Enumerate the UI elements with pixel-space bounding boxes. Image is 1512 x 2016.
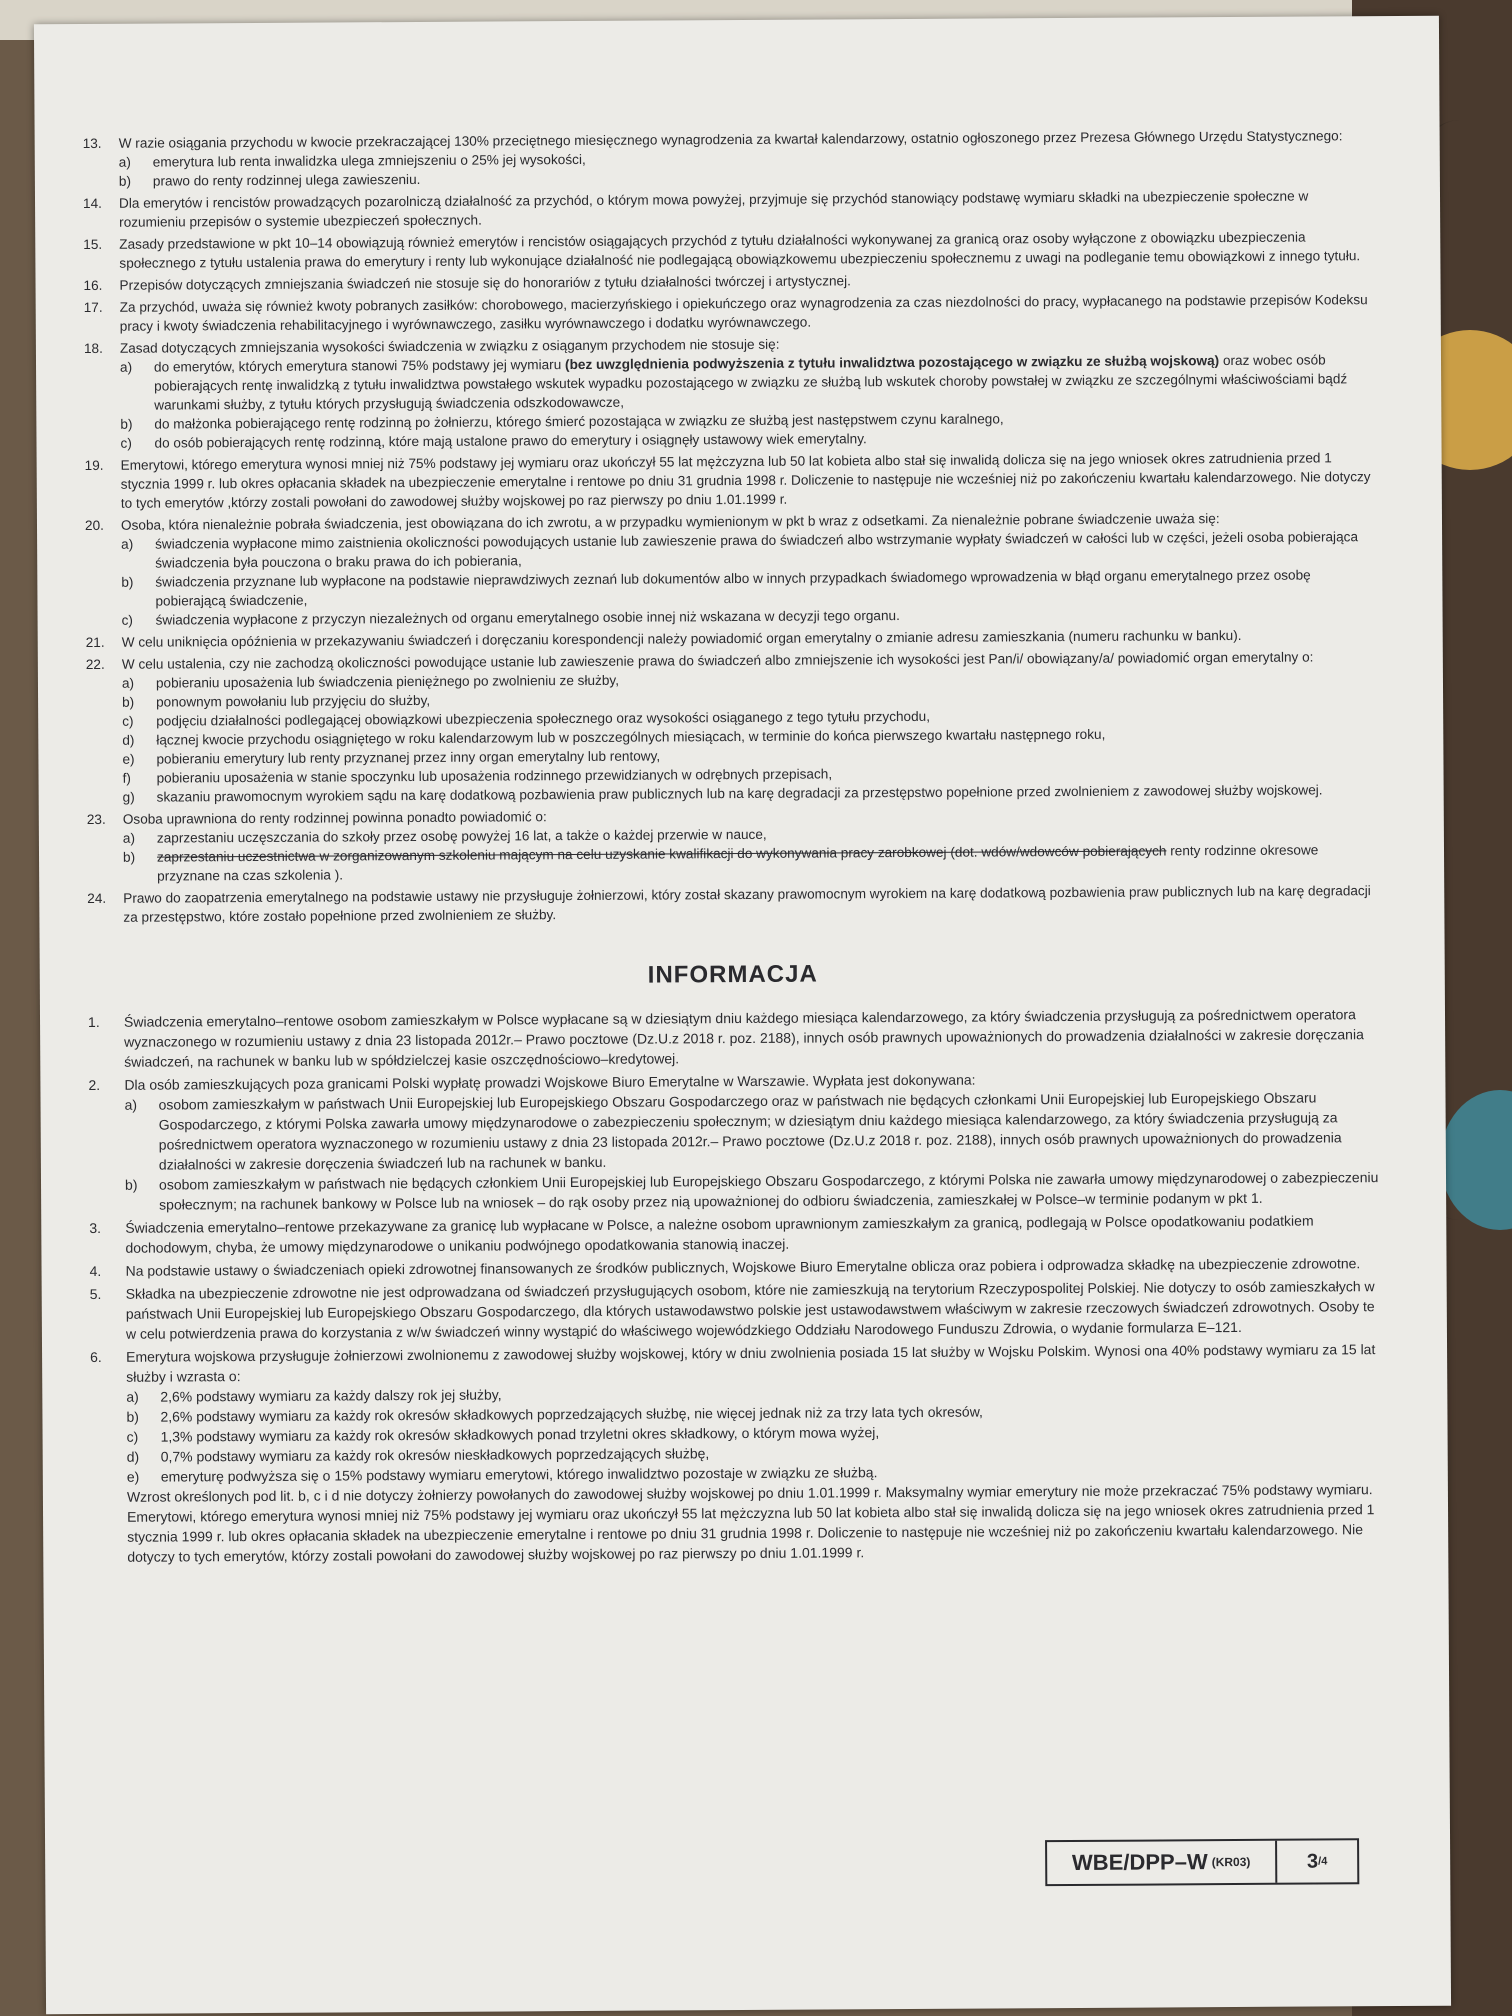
sub-item-text: świadczenia przyznane lub wypłacone na podstawie nieprawdziwych zeznań lub dokumentów albo w innych przypadkach świadomego wprowadzenia w błąd organu emerytalnego przez osobę pobierającą świadczenie, bbox=[155, 567, 1311, 609]
sub-item-letter: a) bbox=[122, 830, 136, 846]
list-item bbox=[83, 227, 1373, 273]
sub-item-bold-text: (bez uwzględnienia podwyższenia z tytułu inwalidztwa pozostającego w związku ze służbą wojskową) bbox=[561, 353, 1220, 373]
list-item bbox=[84, 290, 1374, 336]
item-number: 15. bbox=[83, 236, 103, 253]
form-code bbox=[1047, 1841, 1277, 1884]
item-number: 5. bbox=[89, 1285, 102, 1302]
sub-item-letter: d) bbox=[126, 1448, 140, 1465]
form-footer bbox=[1045, 1838, 1359, 1886]
sub-item-text: renty rodzinne okresowe przyznane na czas szkolenia ). bbox=[157, 842, 1319, 884]
sub-item-letter: b) bbox=[122, 694, 135, 710]
sub-item-text: podjęciu działalności podlegającej obowiązkowi ubezpieczenia społecznego oraz wysokości osiąganego z tego tytułu przychodu, bbox=[156, 708, 931, 729]
sub-item-letter: a) bbox=[119, 359, 133, 375]
sub-item-letter: a) bbox=[126, 1388, 139, 1405]
item-number: 13. bbox=[82, 135, 102, 152]
item-text: Na podstawie ustawy o świadczeniach opieki zdrowotnej finansowanych ze środków publicznych, Wojskowe Biuro Emerytalne oblicza oraz pobiera i odprowadza składkę na ubezpieczenie zdrowotne. bbox=[125, 1255, 1361, 1279]
sub-item-letter: f) bbox=[122, 770, 131, 786]
sub-item-text: do osób pobierających rentę rodzinną, które mają ustalone prawo do emerytury i osiągnęły ustawowy wiek emerytalny. bbox=[154, 431, 867, 451]
sub-item-text: osobom zamieszkałym w państwach nie będących członkiem Unii Europejskiej lub Europejskiego Obszaru Gospodarczego, z którymi Polska nie zawarła umowy międzynarodowej o zabezpieczeniu społecznym; na rachunek bankowy w Polsce lub na wniosek – do rąk osoby przez nią upoważnionej do odbioru świadczenia, zamieszkałej w Polsce–w terminie podanym w pkt 1. bbox=[158, 1169, 1379, 1213]
sub-item-letter: g) bbox=[122, 789, 135, 805]
sub-item bbox=[124, 1087, 1378, 1175]
list-item bbox=[88, 1067, 1379, 1215]
sub-item-text: pobieraniu uposażenia w stanie spoczynku lub uposażenia rodzinnego przewidzianych w odrębnych przepisach, bbox=[156, 766, 833, 786]
item-text: Zasad dotyczących zmniejszania wysokości świadczenia w związku z osiąganym przychodem nie stosuje się: bbox=[119, 336, 780, 356]
sub-item-letter: b) bbox=[126, 1408, 139, 1425]
page-number bbox=[1277, 1840, 1357, 1882]
form-code-suffix: (KR03) bbox=[1211, 1854, 1251, 1870]
sub-item-text: łącznej kwocie przychodu osiągniętego w roku kalendarzowym lub w poszczególnych miesiącach, w terminie do końca pierwszego kwartału następnego roku, bbox=[156, 726, 1106, 748]
sub-item-text: pobieraniu uposażenia lub świadczenia pieniężnego po zwolnieniu ze służby, bbox=[155, 672, 619, 691]
item-text: W celu uniknięcia opóźnienia w przekazywaniu świadczeń i doręczaniu korespondencji należy powiadomić organ emerytalny o zmianie adresu zamieszkania (numeru rachunku w banku). bbox=[121, 627, 1242, 650]
item-text: W razie osiągania przychodu w kwocie przekraczającej 130% przeciętnego miesięcznego wynagrodzenia za kwartał kalendarzowy, ostatnio ogłoszonego przez Prezesa Głównego Urzędu Statystycznego: bbox=[118, 128, 1343, 151]
item-text: Składka na ubezpieczenie zdrowotne nie jest odprowadzana od świadczeń przysługujących osobom, które nie zamieszkują na terytorium Rzeczypospolitej Polskiej. Nie dotyczy to osób zamieszkałych w państwach Unii Europejskiej lub Europejskiego Obszaru Gospodarczego, dla których ustawodawstwo polskie jest ustawodawstwem właściwym w zakresie rzeczowych świadczeń zdrowotnych. Osoby te w celu potwierdzenia prawa do korzystania z w/w świadczeń winny wystąpić do właściwego wojewódzkiego Oddziału Narodowego Funduszu Zdrowia, o wydanie formularza E–121. bbox=[125, 1278, 1375, 1342]
list-item bbox=[89, 1210, 1379, 1258]
sub-item-text: zaprzestaniu uczęszczania do szkoły przez osobę powyżej 16 lat, a także o każdej przerwie w nauce, bbox=[156, 826, 767, 846]
item-text: Osoba, która nienależnie pobrała świadczenia, jest obowiązana do ich zwrotu, a w przypadku wymienionym w pkt b wraz z odsetkami. Za nienależnie pobrane świadczenie uważa się: bbox=[120, 511, 1220, 533]
list-item bbox=[90, 1339, 1381, 1567]
item-number: 22. bbox=[85, 656, 105, 673]
item-number: 14. bbox=[82, 195, 102, 212]
list-item bbox=[85, 448, 1375, 513]
document-content bbox=[83, 126, 1382, 1570]
sub-item-letter: c) bbox=[126, 1428, 139, 1445]
item-number: 2. bbox=[88, 1076, 101, 1093]
item-text: Przepisów dotyczących zmniejszania świadczeń nie stosuje się do honorariów z tytułu działalności twórczej i artystycznej. bbox=[119, 273, 851, 293]
item-number: 3. bbox=[89, 1219, 102, 1236]
sub-item-letter: c) bbox=[121, 612, 133, 628]
item-text: Zasady przedstawione w pkt 10–14 obowiązują również emerytów i rencistów osiągających przychód z tytułu działalności wykonywanej za granicą oraz osoby wyłączone z obowiązku ubezpieczenia społecznego z tytułu ustalenia prawa do emerytury i renty lub wykonujące działalność nie podlegającą obowiązkowemu ubezpieczeniu społecznemu z uwagi na podleganie temu obowiązkowi z innego tytułu. bbox=[119, 229, 1361, 271]
form-code-main: WBE/DPP–W bbox=[1071, 1849, 1208, 1876]
sub-item-text: do małżonka pobierającego rentę rodzinną po żołnierzu, którego śmierć pozostająca w związku ze służbą jest następstwem czynu karalnego, bbox=[154, 411, 1004, 432]
sub-item-text: 1,3% podstawy wymiaru za każdy rok okresów składkowych ponad trzyletni okres składkowy, o którym mowa wyżej, bbox=[160, 1424, 880, 1445]
page-number-total: /4 bbox=[1318, 1855, 1328, 1868]
item-text: Emerytura wojskowa przysługuje żołnierzowi zwolnionemu z zawodowej służby wojskowej, który w dniu zwolnienia posiada 15 lat służby w Wojsku Polskim. Wynosi ona 40% podstawy wymiaru za 15 lat służby i wzrasta o: bbox=[126, 1341, 1376, 1385]
sub-item-text: osobom zamieszkałym w państwach Unii Europejskiej lub Europejskiego Obszaru Gospodarczego oraz w państwach nie będących członkami Unii Europejskiej lub Europejskiego Obszaru Gospodarczego, z którymi Polska zawarła umowy międzynarodowe o zabezpieczeniu społecznym; w dziesiątym dniu każdego miesiąca kalendarzowego, za który świadczenia przysługują za pośrednictwem operatora wyznaczonego w rozumieniu ustawy z dnia 23 listopada 2012r.– Prawo pocztowe (Dz.U.z 2018 r. poz. 2188), innych osób prawnych upoważnionych do prowadzenia działalności w zakresie doręczenia świadczeń lub na rachunek w banku. bbox=[158, 1089, 1342, 1173]
item-text: Prawo do zaopatrzenia emerytalnego na podstawie ustawy nie przysługuje żołnierzowi, który został skazany prawomocnym wyrokiem na karę dodatkową pozbawienia praw publicznych lub na karę degradacji za przestępstwo, które zostało popełnione przed zwolnieniem ze służby. bbox=[123, 883, 1371, 925]
list-item bbox=[88, 1004, 1378, 1072]
item-number: 6. bbox=[90, 1348, 102, 1365]
sub-item bbox=[125, 1167, 1379, 1215]
list-item bbox=[85, 508, 1376, 630]
sub-item-text: prawo do renty rodzinnej ulega zawieszeniu. bbox=[152, 171, 421, 189]
list-item bbox=[84, 331, 1375, 453]
sub-item-text: do emerytów, których emerytura stanowi 75% podstawy jej wymiaru bbox=[153, 357, 562, 375]
item-text: Dla osób zamieszkujących poza granicami Polski wypłatę prowadzi Wojskowe Biuro Emerytalne w Warszawie. Wypłata jest dokonywana: bbox=[124, 1071, 976, 1093]
list-item bbox=[87, 802, 1377, 886]
sub-item-letter: a) bbox=[121, 675, 135, 691]
sub-item-letter: b) bbox=[121, 574, 134, 590]
item-number: 1. bbox=[87, 1013, 100, 1030]
document-page bbox=[34, 16, 1451, 2015]
sub-item-letter: b) bbox=[118, 173, 132, 189]
list-item bbox=[86, 647, 1377, 807]
sub-item bbox=[123, 840, 1377, 886]
sub-item-text: świadczenia wypłacone z przyczyn niezależnych od organu emerytalnego osobie innej niż wskazana w decyzji tego organu. bbox=[155, 608, 900, 628]
item-text: W celu ustalenia, czy nie zachodzą okoliczności powodujące ustanie lub zawieszenie prawa do świadczeń albo zmniejszenie ich wysokości jest Pan/i/ obowiązany/a/ powiadomić organ emerytalny o: bbox=[121, 649, 1314, 672]
item-text: Świadczenia emerytalno–rentowe osobom zamieszkałym w Polsce wypłacane są w dziesiątym dniu każdego miesiąca kalendarzowego, za który świadczenia przysługują za pośrednictwem operatora wyznaczonego w rozumieniu ustawy z dnia 23 listopada 2012r.– Prawo pocztowe (Dz.U.z 2018 r. poz. 2188), innych osób prawnych upoważnionych do prowadzenia działalności w zakresie doręczania świadczeń, na rachunek w banku lub w spółdzielczej kasie oszczędnościowo–kredytowej. bbox=[123, 1006, 1364, 1070]
sub-item-letter: e) bbox=[126, 1468, 140, 1485]
list-item bbox=[83, 186, 1373, 232]
sub-item-text-continued: oraz wobec osób pobierających rentę inwalidzką z tytułu inwalidztwa powstałego wskutek wypadku pozostającego w związku ze służbą lub wskutek choroby powstałej w związku ze szczególnymi właściwościami bądź warunkami służby, z tytułu których przysługują świadczenia odszkodowawcze, bbox=[154, 352, 1348, 413]
sub-item-text: ponownym powołaniu lub przyjęciu do służby, bbox=[156, 692, 431, 710]
item-number: 24. bbox=[87, 890, 107, 907]
item-number: 21. bbox=[85, 634, 105, 651]
info-list bbox=[88, 1004, 1381, 1567]
item-text: Osoba uprawniona do renty rodzinnej powinna ponadto powiadomić o: bbox=[122, 809, 547, 827]
item-note: Wzrost określonych pod lit. b, c i d nie dotyczy żołnierzy powołanych do zawodowej służby wojskowej po dniu 1.01.1999 r. Maksymalny wymiar emerytury nie może przekraczać 75% podstawy wymiaru. bbox=[126, 1481, 1373, 1505]
item-number: 19. bbox=[84, 457, 104, 474]
sub-item-struck-text: zaprzestaniu uczestnictwa w zorganizowanym szkoleniu mającym na celu uzyskanie kwalifikacji do wykonywania pracy zarobkowej (dot. wdów/wdowców pobierających bbox=[156, 843, 1167, 865]
sub-item-letter: d) bbox=[122, 732, 135, 748]
item-number: 23. bbox=[86, 811, 106, 828]
sub-item-text: emeryturę podwyższa się o 15% podstawy wymiaru emerytowi, którego inwalidztwo pozostaje w związku ze służbą. bbox=[160, 1464, 878, 1485]
sub-item-letter: b) bbox=[120, 416, 133, 432]
sub-item-text: 2,6% podstawy wymiaru za każdy rok okresów składkowych poprzedzających służbę, nie więcej jednak niż za trzy lata tych okresów, bbox=[160, 1403, 983, 1425]
sub-item-letter: a) bbox=[118, 154, 131, 170]
list-item bbox=[83, 126, 1373, 191]
sub-item-letter: c) bbox=[120, 435, 132, 451]
item-number: 17. bbox=[83, 299, 103, 316]
sub-item-letter: a) bbox=[124, 1096, 138, 1113]
sub-item-text: 2,6% podstawy wymiaru za każdy dalszy rok jej służby, bbox=[160, 1386, 502, 1405]
item-text: Świadczenia emerytalno–rentowe przekazywane za granicę lub wypłacane w Polsce, a należne osobom uprawnionym zamieszkałym za granicą, podlegają w Polsce opodatkowaniu podatkiem dochodowym, chyba, że umowy międzynarodowe o unikaniu podwójnego opodatkowania stanowią inaczej. bbox=[125, 1212, 1314, 1256]
item-text: Emerytowi, którego emerytura wynosi mniej niż 75% podstawy jej wymiaru oraz ukończył 55 lat mężczyzna lub 50 lat kobieta albo stał się inwalidą dolicza się na jego wniosek okres zatrudnienia przed 1 stycznia 1999 r. lub okres opłacania składek na ubezpieczenie emerytalne i rentowe po dniu 31 grudnia 1998 r. Doliczenie to następuje nie wcześniej niż po zakończeniu kwartału kalendarzowego. Nie dotyczy to tych emerytów ,którzy zostali powołani do zawodowej służby wojskowej po raz pierwszy po dniu 1.01.1999 r. bbox=[120, 450, 1371, 511]
item-number: 4. bbox=[89, 1262, 102, 1279]
sub-item bbox=[120, 350, 1374, 415]
sub-item-letter: b) bbox=[124, 1176, 138, 1193]
sub-item-text: skazaniu prawomocnym wyrokiem sądu na karę dodatkową pozbawienia praw publicznych lub na karę degradacji za przestępstwo popełnione przed zwolnieniem z zawodowej służby wojskowej. bbox=[156, 782, 1323, 805]
sub-item-text: pobieraniu emerytury lub renty przyznanej przez inny organ emerytalny lub rentowy, bbox=[156, 748, 661, 767]
sub-item-letter: e) bbox=[122, 751, 135, 767]
item-text: Za przychód, uważa się również kwoty pobranych zasiłków: chorobowego, macierzyńskiego i opiekuńczego oraz wynagrodzenia za czas niezdolności do pracy, wypłacanego na podstawie przepisów Kodeksu pracy i kwoty świadczenia rehabilitacyjnego i wyrównawczego, zasiłku wyrównawczego i dodatku wyrównawczego. bbox=[119, 292, 1368, 334]
list-item bbox=[87, 881, 1377, 927]
rules-list bbox=[83, 126, 1378, 927]
item-note: Emerytowi, którego emerytura wynosi mniej niż 75% podstawy jej wymiaru oraz ukończył 55 lat mężczyzna lub 50 lat kobieta albo stał się inwalidą dolicza się na jego wniosek okres zatrudnienia przed 1 stycznia 1999 r. lub okres opłacania składek na ubezpieczenie emerytalne i rentowe po dniu 31 grudnia 1998 r. Doliczenie to następuje nie wcześniej niż po zakończeniu kwartału kalendarzowego. Nie dotyczy to tych emerytów, którzy zostali powołani do zawodowej służby wojskowej po raz pierwszy po dniu 1.01.1999 r. bbox=[127, 1501, 1375, 1565]
sub-item-letter: b) bbox=[122, 849, 136, 865]
item-number: 18. bbox=[83, 340, 103, 357]
page-number-current: 3 bbox=[1306, 1849, 1319, 1873]
sub-item-letter: c) bbox=[122, 713, 134, 729]
item-number: 20. bbox=[84, 517, 104, 534]
list-item bbox=[90, 1276, 1380, 1344]
item-number: 16. bbox=[83, 277, 103, 294]
sub-item-letter: a) bbox=[121, 536, 134, 552]
item-text: Dla emerytów i rencistów prowadzących pozarolniczą działalność za przychód, o którym mowa powyżej, przyjmuje się przychód stanowiący podstawę wymiaru składki na ubezpieczenie społeczne w rozumieniu przepisów o systemie ubezpieczeń społecznych. bbox=[118, 188, 1309, 230]
sub-item-text: 0,7% podstawy wymiaru za każdy rok okresów nieskładkowych poprzedzających służbę, bbox=[160, 1445, 710, 1465]
sub-item-text: emerytura lub renta inwalidzka ulega zmniejszeniu o 25% jej wysokości, bbox=[152, 151, 586, 170]
section-heading: INFORMACJA bbox=[647, 960, 818, 989]
sub-item-text: świadczenia wypłacone mimo zaistnienia okoliczności powodujących ustanie lub zawieszenie prawa do świadczeń albo wstrzymanie wypłaty świadczeń w całości lub w części, jeżeli osoba pobierająca świadczenia była pouczona o braku prawa do ich pobierania, bbox=[155, 529, 1359, 571]
